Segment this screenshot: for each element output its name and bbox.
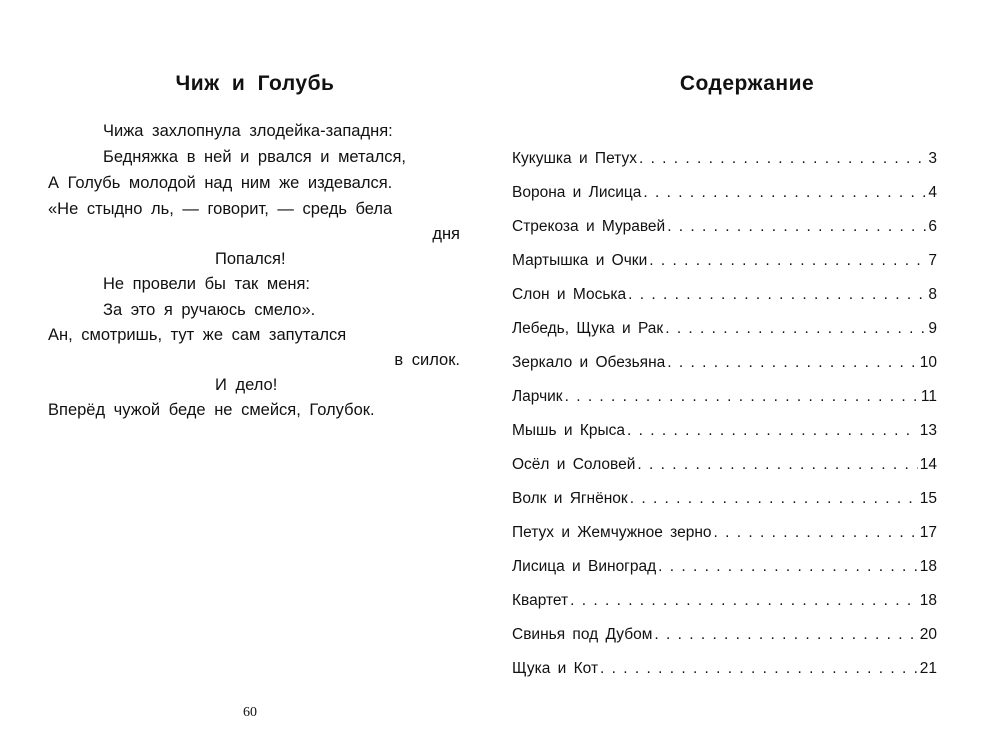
dot-leader [565, 388, 919, 406]
dot-leader [637, 456, 917, 474]
toc-entry-title: Зеркало и Обезьяна [512, 354, 666, 371]
dot-leader [627, 422, 918, 440]
poem-line: дня [432, 225, 460, 243]
toc-entry-page: 13 [919, 422, 937, 439]
toc-entry-title: Мышь и Крыса [512, 422, 625, 439]
toc-entry[interactable] [512, 456, 937, 490]
toc-entry-title: Ворона и Лисица [512, 184, 642, 201]
toc-entry-page: 3 [928, 150, 937, 167]
dot-leader [643, 184, 926, 202]
dot-leader [665, 320, 926, 338]
toc-entry-page: 6 [928, 218, 937, 235]
toc-entry-title: Квартет [512, 592, 569, 609]
toc-entry[interactable] [512, 422, 937, 456]
dot-leader [667, 218, 926, 236]
poem-line: «Не стыдно ль, — говорит, — средь бела [48, 200, 393, 218]
toc-entry-page: 18 [919, 592, 937, 609]
poem-line: А Голубь молодой над ним же издевался. [48, 174, 393, 192]
table-of-contents [512, 150, 937, 694]
toc-entry-title: Лебедь, Щука и Рак [512, 320, 664, 337]
toc-entry[interactable] [512, 354, 937, 388]
poem-line: Не провели бы так меня: [103, 275, 310, 293]
toc-entry-page: 15 [919, 490, 937, 507]
dot-leader [649, 252, 926, 270]
poem-line: Бедняжка в ней и рвался и метался, [103, 148, 406, 166]
toc-entry-page: 11 [920, 388, 937, 405]
toc-entry-page: 20 [919, 626, 937, 643]
toc-entry-title: Осёл и Соловей [512, 456, 636, 473]
toc-entry-page: 10 [919, 354, 937, 371]
poem-title: Чиж и Голубь [175, 72, 335, 95]
dot-leader [628, 286, 926, 304]
dot-leader [570, 592, 918, 610]
dot-leader [639, 150, 926, 168]
dot-leader [630, 490, 918, 508]
dot-leader [654, 626, 917, 644]
poem-line: Ан, смотришь, тут же сам запутался [48, 326, 347, 344]
contents-title: Содержание [679, 72, 815, 95]
poem-line: И дело! [215, 376, 278, 394]
toc-entry[interactable] [512, 660, 937, 694]
toc-entry-page: 18 [919, 558, 937, 575]
toc-entry-page: 14 [919, 456, 937, 473]
toc-entry-title: Щука и Кот [512, 660, 599, 677]
toc-entry[interactable] [512, 592, 937, 626]
toc-entry-page: 8 [928, 286, 937, 303]
toc-entry[interactable] [512, 252, 937, 286]
dot-leader [600, 660, 918, 678]
dot-leader [714, 524, 918, 542]
poem-line: За это я ручаюсь смело». [103, 301, 316, 319]
poem-line: Попался! [215, 250, 286, 268]
toc-entry-page: 7 [928, 252, 937, 269]
poem-line: Чижа захлопнула злодейка-западня: [103, 122, 393, 140]
toc-entry[interactable] [512, 286, 937, 320]
toc-entry[interactable] [512, 150, 937, 184]
page-number: 60 [243, 705, 257, 720]
toc-entry[interactable] [512, 184, 937, 218]
toc-entry-title: Мартышка и Очки [512, 252, 648, 269]
dot-leader [658, 558, 918, 576]
toc-entry[interactable] [512, 388, 937, 422]
toc-entry-title: Кукушка и Петух [512, 150, 637, 167]
toc-entry[interactable] [512, 218, 937, 252]
toc-entry[interactable] [512, 626, 937, 660]
toc-entry[interactable] [512, 320, 937, 354]
toc-entry-title: Свинья под Дубом [512, 626, 653, 643]
dot-leader [667, 354, 918, 372]
toc-entry[interactable] [512, 558, 937, 592]
poem-line: в силок. [394, 351, 460, 369]
toc-entry-title: Петух и Жемчужное зерно [512, 524, 712, 541]
poem-line: Вперёд чужой беде не смейся, Голубок. [48, 401, 375, 419]
toc-entry-title: Лисица и Виноград [512, 558, 657, 575]
toc-entry-title: Волк и Ягнёнок [512, 490, 628, 507]
toc-entry-title: Слон и Моська [512, 286, 627, 303]
toc-entry[interactable] [512, 524, 937, 558]
toc-entry-title: Ларчик [512, 388, 563, 405]
toc-entry[interactable] [512, 490, 937, 524]
toc-entry-page: 4 [928, 184, 937, 201]
toc-entry-page: 17 [919, 524, 937, 541]
toc-entry-page: 21 [919, 660, 937, 677]
toc-entry-title: Стрекоза и Муравей [512, 218, 666, 235]
toc-entry-page: 9 [928, 320, 937, 337]
